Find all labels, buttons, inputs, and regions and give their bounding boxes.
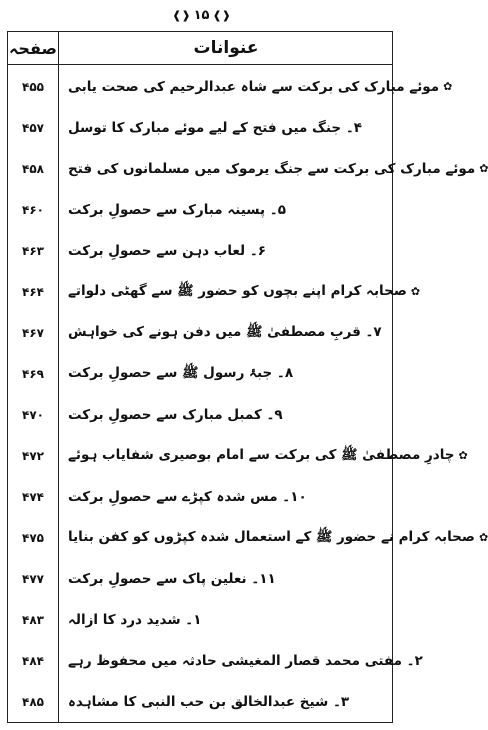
- row-page-number: ۴۶۴: [22, 284, 44, 299]
- row-title: [68, 190, 370, 229]
- row-title: [68, 272, 421, 311]
- row-title: [68, 313, 382, 352]
- flower-bullet-icon: ✿: [479, 162, 488, 175]
- table-row: [8, 477, 392, 516]
- row-page-number: ۴۷۴: [22, 489, 44, 504]
- row-title: [68, 436, 468, 475]
- ornament-right-icon: ❰❱: [212, 8, 231, 22]
- table-body: [8, 65, 488, 722]
- row-title-text: ۵۔ پسینہ مبارک سے حصولِ برکت: [68, 201, 286, 218]
- row-title: [68, 354, 370, 393]
- row-page-number: ۴۵۸: [22, 161, 44, 176]
- row-page-number: ۴۵۷: [22, 120, 44, 135]
- table-row: [8, 641, 423, 680]
- row-title-text: ۱۱۔ نعلین پاک سے حصولِ برکت: [68, 570, 276, 587]
- table-row: [8, 272, 421, 311]
- page-number: ۱۵: [193, 7, 210, 23]
- table-row: [8, 354, 392, 393]
- row-page-number: ۴۷۲: [22, 448, 44, 463]
- row-page-number: ۴۶۰: [22, 202, 44, 217]
- row-title-text: ۱۰۔ مس شدہ کپڑے سے حصولِ برکت: [68, 488, 307, 505]
- page-number-header: [0, 4, 403, 26]
- row-title-text: ۷۔ قربِ مصطفیٰ ﷺ میں دفن ہونے کی خواہش: [68, 323, 382, 340]
- table-row: [8, 313, 392, 352]
- row-title-text: ۱۔ شدید درد کا ازالہ: [68, 611, 202, 628]
- row-title: [68, 518, 488, 557]
- table-row: [8, 559, 392, 598]
- table-row: [8, 231, 392, 270]
- row-title-text: ۶۔ لعاب دہن سے حصولِ برکت: [68, 242, 266, 259]
- table-row: [8, 108, 392, 147]
- table-row: [8, 67, 453, 106]
- row-title: [68, 149, 488, 188]
- row-title-text: موئے مبارک کی برکت سے جنگ یرموک میں مسلمانوں کی فتح: [68, 160, 476, 177]
- row-page-number: ۴۶۹: [22, 366, 44, 381]
- header-title-col: عنوانات: [193, 38, 259, 58]
- table-row: [8, 436, 468, 475]
- header-page-col: صفحہ: [9, 38, 57, 58]
- row-title-text: موئے مبارک کی برکت سے شاہ عبدالرحیم کی صحت یابی: [68, 78, 440, 95]
- table-row: [8, 149, 488, 188]
- row-page-number: ۴۶۷: [22, 325, 44, 340]
- contents-table: [7, 31, 488, 723]
- flower-bullet-icon: ✿: [410, 285, 421, 298]
- row-title: [68, 395, 370, 434]
- row-page-number: ۴۸۵: [22, 694, 44, 709]
- flower-bullet-icon: ✿: [478, 531, 488, 544]
- row-title-text: ۸۔ جبۂ رسول ﷺ سے حصولِ برکت: [68, 364, 294, 381]
- row-title: [68, 67, 453, 106]
- row-title: [68, 108, 370, 147]
- row-page-number: ۴۷۷: [22, 571, 44, 586]
- row-title-text: چادرِ مصطفیٰ ﷺ کی برکت سے امام بوصیری شفایاب ہوئے: [68, 446, 455, 463]
- row-title-text: صحابہ کرام اپنے بچوں کو حضور ﷺ سے گھٹی دلواتے: [68, 282, 407, 299]
- row-title-text: صحابہ کرام نے حضور ﷺ کے استعمال شدہ کپڑوں کو کفن بنایا: [68, 528, 475, 545]
- row-title-text: ۴۔ جنگ میں فتح کے لیے موئے مبارک کا توسل: [68, 119, 362, 136]
- row-title-text: ۹۔ کمبل مبارک سے حصولِ برکت: [68, 406, 283, 423]
- row-page-number: ۴۵۵: [22, 79, 44, 94]
- row-page-number: ۴۸۴: [22, 653, 44, 668]
- flower-bullet-icon: ✿: [458, 449, 468, 462]
- table-header: [8, 32, 392, 65]
- row-title: [68, 231, 370, 270]
- row-page-number: ۴۷۵: [22, 530, 44, 545]
- table-row: [8, 600, 392, 639]
- row-title: [68, 559, 370, 598]
- ornament-left-icon: ❰❱: [172, 8, 191, 22]
- row-title-text: ۳۔ شیخ عبدالخالق بن حب النبی کا مشاہدہ: [68, 693, 350, 710]
- row-title: [68, 682, 350, 721]
- row-title: [68, 641, 423, 680]
- row-page-number: ۴۶۳: [22, 243, 44, 258]
- row-page-number: ۴۸۳: [22, 612, 44, 627]
- table-row: [8, 190, 392, 229]
- row-title: [68, 477, 370, 516]
- row-title-text: ۲۔ مفتی محمد قصار المغیشی حادثہ میں محفوظ رہے: [68, 652, 423, 669]
- row-page-number: ۴۷۰: [22, 407, 44, 422]
- table-row: [8, 682, 392, 721]
- row-title: [68, 600, 350, 639]
- flower-bullet-icon: ✿: [443, 80, 453, 93]
- table-row: [8, 518, 488, 557]
- table-row: [8, 395, 392, 434]
